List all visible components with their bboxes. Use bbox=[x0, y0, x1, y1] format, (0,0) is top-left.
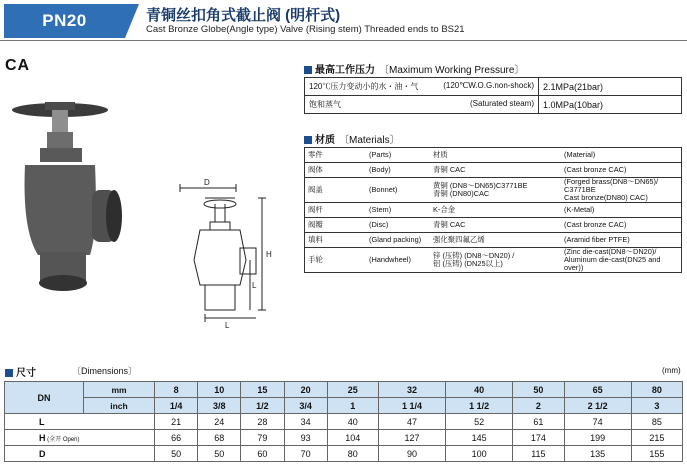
part-en: (Parts) bbox=[366, 148, 430, 163]
dim-value: 145 bbox=[446, 430, 513, 446]
pressure-badge: PN20 bbox=[4, 4, 125, 38]
inch-size: 1/4 bbox=[155, 398, 198, 414]
material-en: (Cast bronze CAC) bbox=[561, 163, 682, 178]
part-cn: 零件 bbox=[305, 148, 367, 163]
dim-letter: L bbox=[39, 416, 45, 427]
dim-value: 85 bbox=[631, 414, 682, 430]
dims-inch-row bbox=[5, 398, 683, 414]
dim-value: 174 bbox=[513, 430, 564, 446]
valve-photo bbox=[12, 102, 122, 291]
inch-size: 1 bbox=[327, 398, 378, 414]
materials-row bbox=[305, 248, 682, 273]
dim-value: 115 bbox=[513, 446, 564, 462]
mm-label: mm bbox=[84, 382, 155, 398]
materials-row bbox=[305, 233, 682, 248]
pressure-condition bbox=[305, 78, 539, 96]
dim-value: 104 bbox=[327, 430, 378, 446]
material-en: (Zinc die-cast(DN8～DN20)/ Aluminum die-cast(DN25 and over)) bbox=[561, 248, 682, 273]
mm-size: 50 bbox=[513, 382, 564, 398]
mm-size: 10 bbox=[198, 382, 241, 398]
inch-size: 3 bbox=[631, 398, 682, 414]
dims-data-row bbox=[5, 446, 683, 462]
dim-value: 24 bbox=[198, 414, 241, 430]
product-title-en: Cast Bronze Globe(Angle type) Valve (Rising stem) Threaded ends to BS21 bbox=[146, 24, 465, 35]
pressure-title: 最高工作压力 〔Maximum Working Pressure〕 bbox=[304, 61, 524, 76]
dims-mm-row bbox=[5, 382, 683, 398]
materials-row bbox=[305, 163, 682, 178]
material-en: (K-Metal) bbox=[561, 203, 682, 218]
mm-size: 80 bbox=[631, 382, 682, 398]
product-title-cn: 青铜丝扣角式截止阀 (明杆式) bbox=[146, 7, 341, 24]
material-cn: 黄铜 (DN8～DN65)C3771BE 青铜 (DN80)CAC bbox=[430, 178, 561, 203]
pressure-row bbox=[305, 78, 682, 96]
dim-value: 68 bbox=[198, 430, 241, 446]
dim-value: 34 bbox=[284, 414, 327, 430]
dim-value: 74 bbox=[564, 414, 631, 430]
dim-value: 61 bbox=[513, 414, 564, 430]
dim-value: 80 bbox=[327, 446, 378, 462]
dim-value: 135 bbox=[564, 446, 631, 462]
materials-row bbox=[305, 203, 682, 218]
inch-size: 3/8 bbox=[198, 398, 241, 414]
mm-size: 15 bbox=[241, 382, 284, 398]
materials-title: 材质 〔Materials〕 bbox=[304, 131, 400, 146]
dim-value: 50 bbox=[155, 446, 198, 462]
material-en: (Aramid fiber PTFE) bbox=[561, 233, 682, 248]
dim-value: 28 bbox=[241, 414, 284, 430]
material-cn: K-合金 bbox=[430, 203, 561, 218]
pressure-value: 1.0MPa(10bar) bbox=[539, 96, 682, 114]
dim-note: (全开 Open) bbox=[45, 436, 80, 443]
condition-en: (Saturated steam) bbox=[469, 99, 534, 108]
part-cn: 填料 bbox=[305, 233, 367, 248]
label-l: L bbox=[252, 281, 257, 290]
part-en: (Bonnet) bbox=[366, 178, 430, 203]
model-code: CA bbox=[5, 57, 31, 74]
label-d: D bbox=[204, 178, 210, 187]
pressure-table bbox=[304, 77, 682, 114]
dim-letter: H bbox=[39, 432, 46, 443]
inch-size: 2 bbox=[513, 398, 564, 414]
dimensions-subtitle: 〔Dimensions〕 bbox=[72, 366, 138, 376]
part-en: (Disc) bbox=[366, 218, 430, 233]
materials-table bbox=[304, 147, 682, 273]
dim-value: 93 bbox=[284, 430, 327, 446]
label-l2: L bbox=[225, 321, 230, 330]
dim-value: 79 bbox=[241, 430, 284, 446]
inch-size: 3/4 bbox=[284, 398, 327, 414]
part-cn: 手轮 bbox=[305, 248, 367, 273]
pressure-row bbox=[305, 96, 682, 114]
dim-label bbox=[5, 430, 155, 446]
part-cn: 阀瓣 bbox=[305, 218, 367, 233]
part-en: (Stem) bbox=[366, 203, 430, 218]
section-marker bbox=[5, 369, 13, 377]
materials-row bbox=[305, 148, 682, 163]
inch-label: inch bbox=[84, 398, 155, 414]
dim-value: 100 bbox=[446, 446, 513, 462]
valve-illustration bbox=[0, 80, 300, 350]
mm-size: 25 bbox=[327, 382, 378, 398]
header bbox=[0, 0, 687, 40]
inch-size: 1 1/4 bbox=[378, 398, 445, 414]
dimensions-unit: (mm) bbox=[662, 366, 681, 375]
part-en: (Handwheel) bbox=[366, 248, 430, 273]
material-cn: 青铜 CAC bbox=[430, 218, 561, 233]
condition-cn: 120℃压力变动小的水・油・气 bbox=[309, 82, 419, 91]
inch-size: 1 1/2 bbox=[446, 398, 513, 414]
part-cn: 阀杆 bbox=[305, 203, 367, 218]
dim-value: 127 bbox=[378, 430, 445, 446]
dim-label bbox=[5, 446, 155, 462]
badge-tail bbox=[125, 4, 139, 38]
dim-value: 199 bbox=[564, 430, 631, 446]
dim-label bbox=[5, 414, 155, 430]
condition-cn: 饱和蒸气 bbox=[309, 100, 341, 109]
dim-value: 155 bbox=[631, 446, 682, 462]
dim-value: 215 bbox=[631, 430, 682, 446]
mm-size: 32 bbox=[378, 382, 445, 398]
dim-letter: D bbox=[39, 448, 46, 459]
dim-value: 60 bbox=[241, 446, 284, 462]
material-cn: 材质 bbox=[430, 148, 561, 163]
pressure-condition bbox=[305, 96, 539, 114]
mm-size: 65 bbox=[564, 382, 631, 398]
materials-row bbox=[305, 218, 682, 233]
dim-value: 52 bbox=[446, 414, 513, 430]
part-en: (Gland packing) bbox=[366, 233, 430, 248]
condition-en: (120℃W.O.G.non-shock) bbox=[443, 81, 534, 90]
mm-size: 40 bbox=[446, 382, 513, 398]
material-cn: 强化聚四氟乙烯 bbox=[430, 233, 561, 248]
dimensions-title: 尺寸 bbox=[5, 364, 36, 379]
inch-size: 2 1/2 bbox=[564, 398, 631, 414]
mm-size: 8 bbox=[155, 382, 198, 398]
dim-value: 50 bbox=[198, 446, 241, 462]
dim-value: 40 bbox=[327, 414, 378, 430]
dim-value: 21 bbox=[155, 414, 198, 430]
material-cn: 锌 (压铸) (DN8～DN20) / 铝 (压铸) (DN25以上) bbox=[430, 248, 561, 273]
dimensions-table bbox=[4, 381, 683, 462]
part-cn: 阀盖 bbox=[305, 178, 367, 203]
materials-row bbox=[305, 178, 682, 203]
section-marker bbox=[304, 136, 312, 144]
dn-label: DN bbox=[5, 382, 84, 414]
dims-data-row bbox=[5, 414, 683, 430]
material-cn: 青铜 CAC bbox=[430, 163, 561, 178]
part-en: (Body) bbox=[366, 163, 430, 178]
material-en: (Forged brass(DN8～DN65)/ C3771BE Cast bronze(DN80) CAC) bbox=[561, 178, 682, 203]
dim-value: 70 bbox=[284, 446, 327, 462]
valve-line-drawing bbox=[180, 184, 266, 322]
material-en: (Cast bronze CAC) bbox=[561, 218, 682, 233]
pressure-value: 2.1MPa(21bar) bbox=[539, 78, 682, 96]
material-en: (Material) bbox=[561, 148, 682, 163]
label-h: H bbox=[266, 250, 272, 259]
section-marker bbox=[304, 66, 312, 74]
header-rule bbox=[0, 40, 687, 41]
mm-size: 20 bbox=[284, 382, 327, 398]
part-cn: 阀体 bbox=[305, 163, 367, 178]
dim-value: 90 bbox=[378, 446, 445, 462]
dim-value: 47 bbox=[378, 414, 445, 430]
inch-size: 1/2 bbox=[241, 398, 284, 414]
dims-data-row bbox=[5, 430, 683, 446]
dim-value: 66 bbox=[155, 430, 198, 446]
